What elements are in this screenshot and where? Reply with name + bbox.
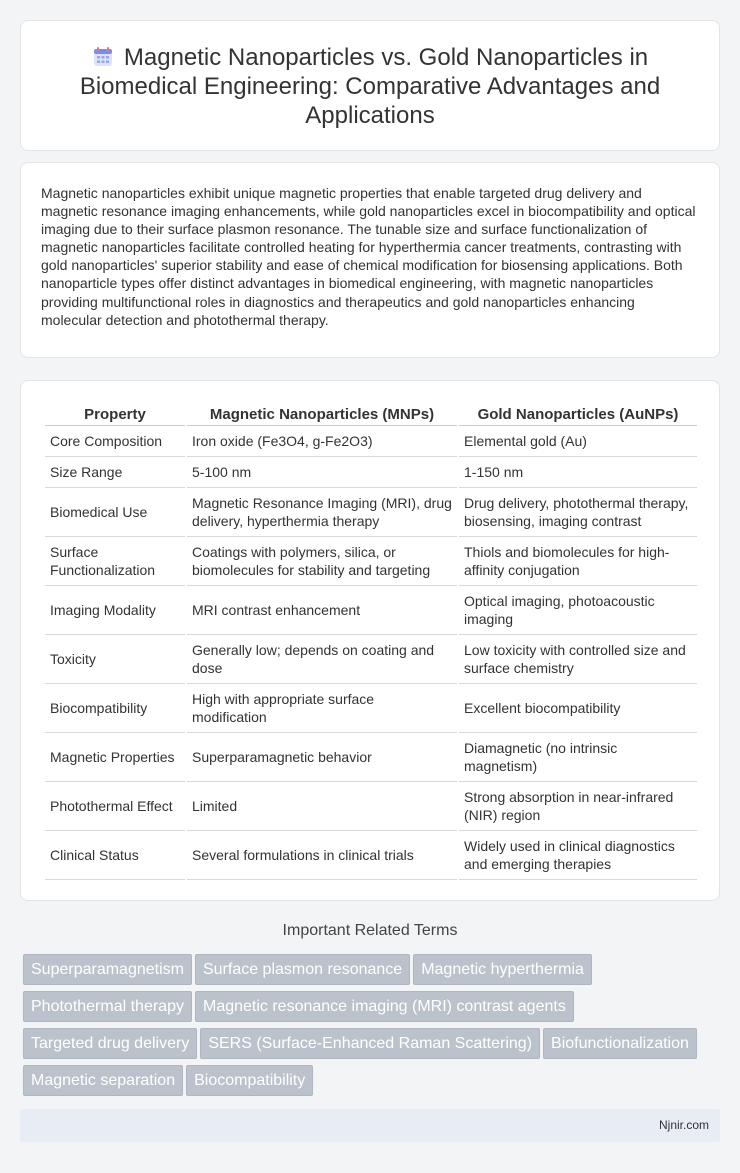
term-tag[interactable]: Magnetic hyperthermia (413, 954, 592, 985)
term-tag[interactable]: Biocompatibility (186, 1065, 313, 1096)
calendar-icon (92, 46, 114, 68)
aunp-cell: Thiols and biomolecules for high-affinity conjugation (459, 537, 697, 586)
table-row (45, 782, 697, 831)
title-card (20, 20, 720, 151)
aunp-cell: Diamagnetic (no intrinsic magnetism) (459, 733, 697, 782)
footer (20, 1109, 720, 1142)
term-tag[interactable]: Magnetic separation (23, 1065, 183, 1096)
term-tag[interactable]: Surface plasmon resonance (195, 954, 410, 985)
mnp-cell: Coatings with polymers, silica, or biomolecules for stability and targeting (187, 537, 457, 586)
property-cell: Photothermal Effect (45, 782, 185, 831)
property-cell: Toxicity (45, 635, 185, 684)
aunp-cell: Widely used in clinical diagnostics and emerging therapies (459, 831, 697, 880)
table-row (45, 586, 697, 635)
property-cell: Clinical Status (45, 831, 185, 880)
related-terms-heading: Important Related Terms (282, 922, 458, 939)
tag-row (23, 1065, 723, 1102)
mnp-cell: Limited (187, 782, 457, 831)
property-cell: Core Composition (45, 426, 185, 457)
mnp-cell: 5-100 nm (187, 457, 457, 488)
table-row (45, 426, 697, 457)
aunp-cell: Elemental gold (Au) (459, 426, 697, 457)
mnp-cell: Magnetic Resonance Imaging (MRI), drug delivery, hyperthermia therapy (187, 488, 457, 537)
term-tag[interactable]: Superparamagnetism (23, 954, 192, 985)
table-row (45, 457, 697, 488)
header-aunps: Gold Nanoparticles (AuNPs) (459, 402, 697, 426)
table-row (45, 635, 697, 684)
property-cell: Size Range (45, 457, 185, 488)
header-mnps: Magnetic Nanoparticles (MNPs) (187, 402, 457, 426)
aunp-cell: Optical imaging, photoacoustic imaging (459, 586, 697, 635)
footer-site-link[interactable]: Njnir.com (658, 1118, 709, 1132)
table-row (45, 733, 697, 782)
table-row (45, 684, 697, 733)
mnp-cell: Generally low; depends on coating and dose (187, 635, 457, 684)
property-cell: Biomedical Use (45, 488, 185, 537)
aunp-cell: 1-150 nm (459, 457, 697, 488)
tag-row (23, 954, 723, 991)
mnp-cell: Iron oxide (Fe3O4, g-Fe2O3) (187, 426, 457, 457)
table-header-row (45, 402, 697, 426)
intro-paragraph: Magnetic nanoparticles exhibit unique magnetic properties that enable targeted drug delivery and magnetic resonance imaging enhancements, while gold nanoparticles excel in biocompatibility and optical imaging due to their surface plasmon resonance. The tunable size and surface functionalization of magnetic nanoparticles facilitate controlled heating for hyperthermia cancer treatments, contrasting with gold nanoparticles' superior stability and ease of chemical modification for biosensing applications. Both nanoparticle types offer distinct advantages in biomedical engineering, with magnetic nanoparticles providing multifunctional roles in diagnostics and therapeutics and gold nanoparticles enhancing molecular detection and photothermal therapy. (41, 185, 696, 328)
comparison-card (20, 380, 720, 901)
property-cell: Magnetic Properties (45, 733, 185, 782)
table-row (45, 537, 697, 586)
table-row (45, 488, 697, 537)
term-tag[interactable]: Magnetic resonance imaging (MRI) contrast agents (195, 991, 574, 1022)
mnp-cell: Superparamagnetic behavior (187, 733, 457, 782)
aunp-cell: Drug delivery, photothermal therapy, biosensing, imaging contrast (459, 488, 697, 537)
property-cell: Surface Functionalization (45, 537, 185, 586)
comparison-table (43, 402, 699, 880)
property-cell: Biocompatibility (45, 684, 185, 733)
intro-card (20, 162, 720, 358)
page-title (41, 43, 699, 130)
page-title-text: Magnetic Nanoparticles vs. Gold Nanoparticles in Biomedical Engineering: Comparative Advantages and Applications (79, 44, 661, 129)
tag-row (23, 991, 723, 1028)
term-tag[interactable]: SERS (Surface-Enhanced Raman Scattering) (200, 1028, 540, 1059)
mnp-cell: High with appropriate surface modification (187, 684, 457, 733)
term-tag[interactable]: Targeted drug delivery (23, 1028, 197, 1059)
aunp-cell: Strong absorption in near-infrared (NIR) region (459, 782, 697, 831)
term-tag[interactable]: Photothermal therapy (23, 991, 192, 1022)
tag-row (23, 1028, 723, 1065)
related-terms-list (23, 954, 723, 1102)
table-row (45, 831, 697, 880)
header-property: Property (45, 402, 185, 426)
term-tag[interactable]: Biofunctionalization (543, 1028, 697, 1059)
mnp-cell: MRI contrast enhancement (187, 586, 457, 635)
mnp-cell: Several formulations in clinical trials (187, 831, 457, 880)
aunp-cell: Excellent biocompatibility (459, 684, 697, 733)
property-cell: Imaging Modality (45, 586, 185, 635)
aunp-cell: Low toxicity with controlled size and surface chemistry (459, 635, 697, 684)
